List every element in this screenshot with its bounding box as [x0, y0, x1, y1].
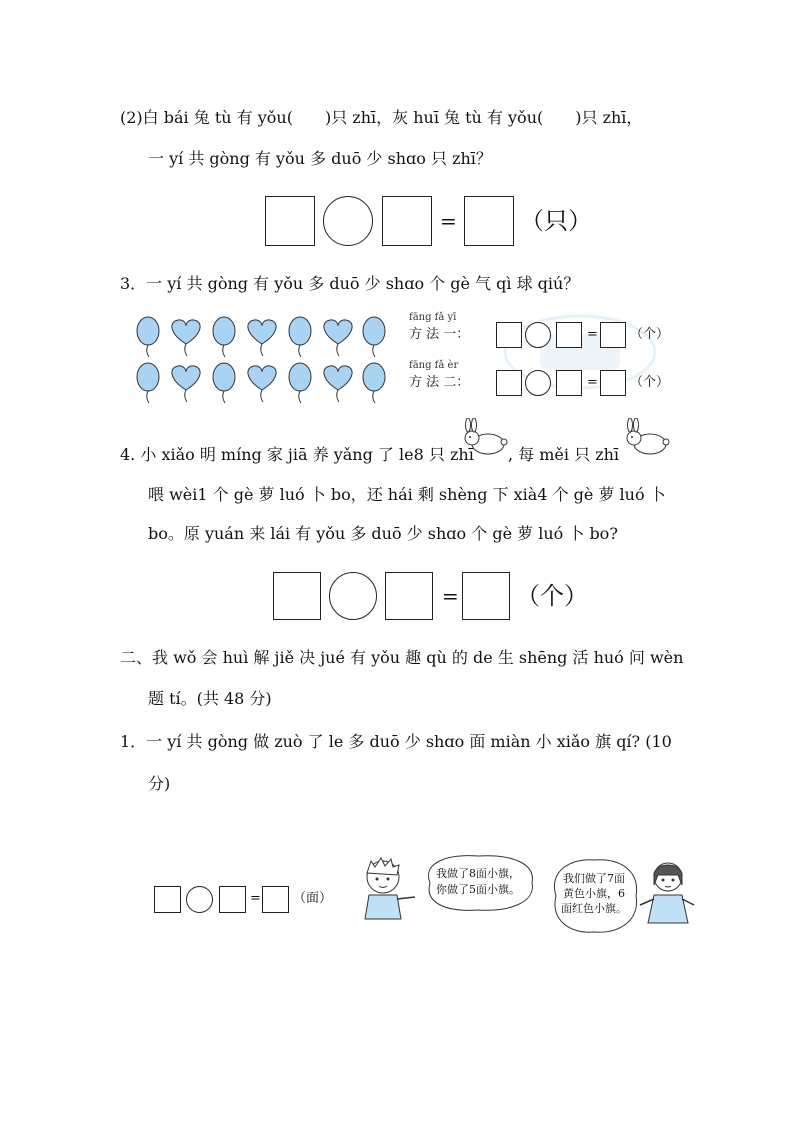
q2-line1: (2)白 bái 兔 tù 有 yǒu( )只 zhī，灰 huī 兔 tù 有 yǒu( )只 zhī，	[120, 108, 643, 127]
method1-box-2[interactable]	[556, 322, 582, 348]
girl-bubble-text-1: 我们做了7面	[563, 872, 625, 885]
q4-answer-box-2[interactable]	[385, 572, 433, 620]
q4-line2: 喂 wèi1 个 gè 萝 luó 卜 bo，还 hái 剩 shèng 下 xià4 个 gè 萝 luó 卜	[148, 485, 666, 504]
balloon-icon	[137, 317, 159, 357]
q5-result-box[interactable]	[262, 886, 289, 913]
heart-balloon-icon	[172, 366, 200, 402]
girl-illustration	[636, 855, 698, 927]
rabbit-icon	[622, 418, 672, 458]
q4-equals-sign: =	[442, 584, 459, 608]
heart-balloon-icon	[248, 320, 276, 356]
boy-illustration	[355, 853, 420, 923]
boy-bubble-text-2: 你做了5面小旗。	[436, 883, 520, 896]
balloon-icon	[363, 363, 385, 403]
method1-result-box[interactable]	[600, 322, 626, 348]
q4-line1-end: , 每 měi 只 zhī	[508, 445, 620, 464]
balloon-icon	[289, 363, 311, 403]
method2-result-box[interactable]	[600, 370, 626, 396]
balloon-icon	[213, 363, 235, 403]
q5-operator-circle[interactable]	[186, 886, 213, 913]
method1-pinyin: fāng fǎ yī	[409, 312, 457, 323]
method2-operator-circle[interactable]	[525, 370, 551, 396]
q5-unit: （面）	[293, 891, 333, 906]
q2-line2: 一 yí 共 gòng 有 yǒu 多 duō 少 shɑo 只 zhī？	[148, 149, 492, 168]
q5-answer-box-1[interactable]	[154, 886, 181, 913]
method2-box-1[interactable]	[496, 370, 522, 396]
method2-pinyin: fāng fǎ èr	[409, 360, 459, 371]
girl-bubble-text-3: 面红色小旗。	[561, 902, 627, 915]
method2-unit: （个）	[630, 375, 670, 390]
q4-unit: （个）	[516, 582, 588, 610]
method1-unit: （个）	[630, 327, 670, 342]
q2-result-box[interactable]	[464, 196, 514, 246]
q4-operator-circle[interactable]	[329, 572, 377, 620]
balloon-icon	[213, 317, 235, 357]
rabbit-icon	[460, 418, 510, 458]
q4-line1: 4. 小 xiǎo 明 míng 家 jiā 养 yǎng 了 le8 只 zhī	[120, 445, 474, 464]
balloon-row-2	[130, 360, 390, 408]
heart-balloon-icon	[248, 366, 276, 402]
girl-bubble-text-2: 黄色小旗，6	[563, 887, 625, 900]
q2-equals-sign: =	[440, 209, 457, 233]
heart-balloon-icon	[324, 320, 352, 356]
method2-equals-sign: =	[587, 375, 598, 390]
boy-bubble-text-1: 我做了8面小旗，	[436, 867, 520, 880]
balloon-row-1	[130, 314, 390, 362]
balloon-icon	[289, 317, 311, 357]
method1-label: 方 法 一：	[409, 327, 470, 342]
q4-line3: bo。原 yuán 来 lái 有 yǒu 多 duō 少 shɑo 个 gè 萝 luó 卜 bo?	[148, 524, 618, 543]
method2-box-2[interactable]	[556, 370, 582, 396]
q5-line2: 分)	[148, 774, 171, 793]
q5-equals-sign: =	[250, 891, 261, 906]
q5-line1: 1．一 yí 共 gòng 做 zuò 了 le 多 duō 少 shɑo 面 miàn 小 xiǎo 旗 qí? (10	[120, 732, 672, 751]
section2-line2: 题 tí。(共 48 分)	[148, 689, 272, 708]
method1-box-1[interactable]	[496, 322, 522, 348]
balloon-icon	[137, 363, 159, 403]
heart-balloon-icon	[324, 366, 352, 402]
q2-answer-box-2[interactable]	[382, 196, 432, 246]
balloon-icon	[363, 317, 385, 357]
section2-line1: 二、我 wǒ 会 huì 解 jiě 决 jué 有 yǒu 趣 qù 的 de 生 shēng 活 huó 问 wèn	[120, 648, 684, 667]
q4-result-box[interactable]	[462, 572, 510, 620]
heart-balloon-icon	[172, 320, 200, 356]
q3-question: 3．一 yí 共 gòng 有 yǒu 多 duō 少 shɑo 个 gè 气 qì 球 qiú？	[120, 274, 580, 293]
method1-equals-sign: =	[587, 327, 598, 342]
method2-label: 方 法 二：	[409, 375, 470, 390]
method1-operator-circle[interactable]	[525, 322, 551, 348]
q4-answer-box-1[interactable]	[273, 572, 321, 620]
q2-answer-box-1[interactable]	[265, 196, 315, 246]
q2-unit: （只）	[520, 207, 592, 235]
q2-operator-circle[interactable]	[323, 196, 373, 246]
q5-answer-box-2[interactable]	[219, 886, 246, 913]
